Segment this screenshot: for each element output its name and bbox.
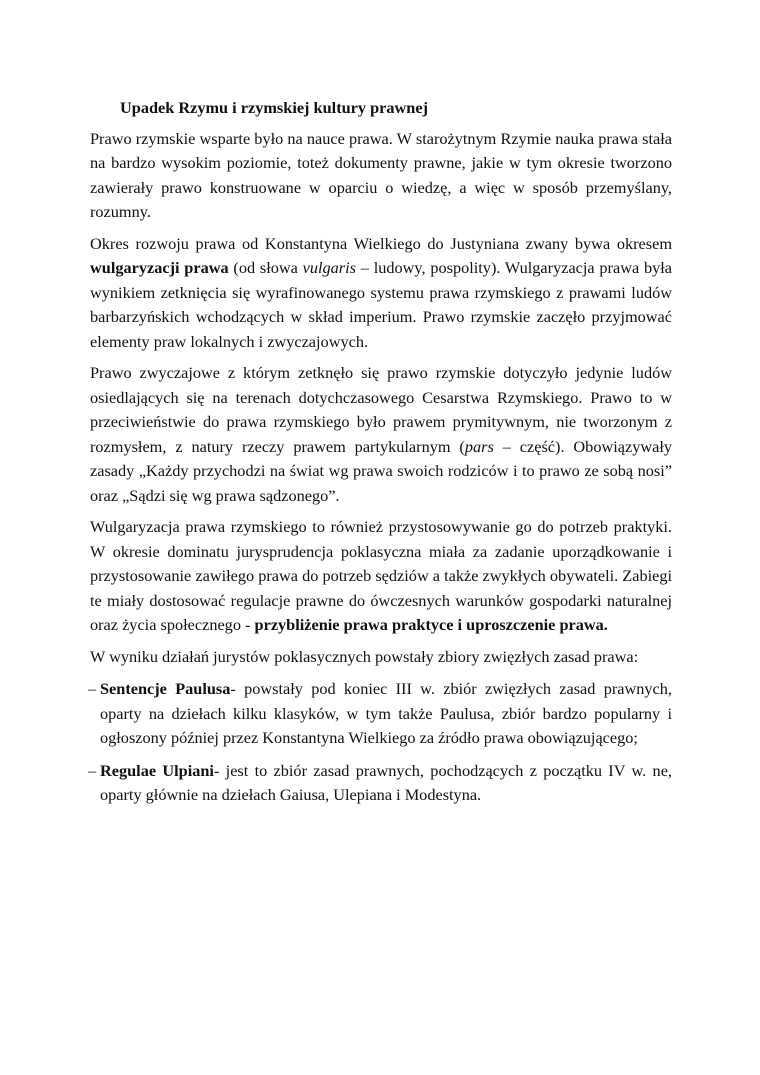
list-item (90, 677, 672, 751)
bullet-dash: – (88, 760, 97, 780)
paragraph-2 (90, 232, 672, 355)
paragraph-4-text-a: Wulgaryzacja prawa rzymskiego to również przystosowywanie go do potrzeb praktyki. W okresie dominatu jurysprudencja poklasyczna miała za zadanie uporządkowanie i przystosowanie zawiłego prawa do potrzeb sędziów a także zwykłych obywateli. Zabiegi te miały dostosować regulacje prawne do ówczesnych warunków gospodarki naturalnej oraz życia społecznego - (90, 517, 672, 634)
bullet-dash: – (88, 679, 97, 698)
paragraph-3-italic: pars (464, 436, 494, 456)
paragraph-4-bold: przybliżenie prawa praktyce i uproszczenie prawa. (254, 615, 608, 634)
paragraph-2-text-a: Okres rozwoju prawa od Konstantyna Wielkiego do Justyniana zwany bywa okresem (90, 233, 672, 253)
bullet-text: - jest to zbiór zasad prawnych, pochodzących z początku IV w. ne, oparty głównie na dziełach Gaiusa, Ulepiana i Modestyna. (100, 760, 672, 804)
paragraph-3 (90, 361, 672, 508)
bullet-term: Regulae Ulpiani (100, 760, 214, 780)
bullet-text: - powstały pod koniec III w. zbiór zwięzłych zasad prawnych, oparty na dziełach kilku klasyków, w tym także Paulusa, zbiór bardzo popularny i ogłoszony później przez Konstantyna Wielkiego za źródło prawa obowiązującego; (100, 679, 672, 747)
paragraph-2-text-c: – ludowy, pospolity). Wulgaryzacja prawa była wynikiem zetknięcia się wyrafinowanego systemu prawa rzymskiego z prawami ludów barbarzyńskich wchodzących w skład imperium. Prawo rzymskie zaczęło przyjmować elementy praw lokalnych i zwyczajowych. (90, 258, 672, 351)
list-item (90, 759, 672, 808)
paragraph-2-italic: vulgaris (302, 258, 357, 277)
paragraph-2-text-b: (od słowa (228, 258, 303, 277)
paragraph-1: Prawo rzymskie wsparte było na nauce prawa. W starożytnym Rzymie nauka prawa stała na bardzo wysokim poziomie, toteż dokumenty prawne, jakie w tym okresie tworzono zawierały prawo konstruowane w oparciu o wiedzę, a więc w sposób przemyślany, rozumny. (90, 128, 672, 221)
paragraph-2-bold: wulgaryzacji prawa (90, 258, 229, 277)
paragraph-4 (90, 515, 672, 638)
document-page (90, 96, 672, 808)
paragraph-3-text-b: – część). Obowiązywały zasady „Każdy przychodzi na świat wg prawa swoich rodziców i to prawo ze sobą nosi” oraz „Sądzi się wg prawa sądzonego”. (90, 436, 672, 505)
paragraph-5: W wyniku działań jurystów poklasycznych powstały zbiory zwięzłych zasad prawa: (90, 646, 639, 666)
bullet-term: Sentencje Paulusa (100, 679, 231, 698)
paragraph-3-text-a: Prawo zwyczajowe z którym zetknęło się prawo rzymskie dotyczyło jedynie ludów osiedlających się na terenach dotychczasowego Cesarstwa Rzymskiego. Prawo to w przeciwieństwie do prawa rzymskiego było prawem prymitywnym, nie tworzonym z rozmysłem, z natury rzeczy prawem partykularnym ( (90, 363, 672, 456)
document-title: Upadek Rzymu i rzymskiej kultury prawnej (120, 98, 428, 117)
